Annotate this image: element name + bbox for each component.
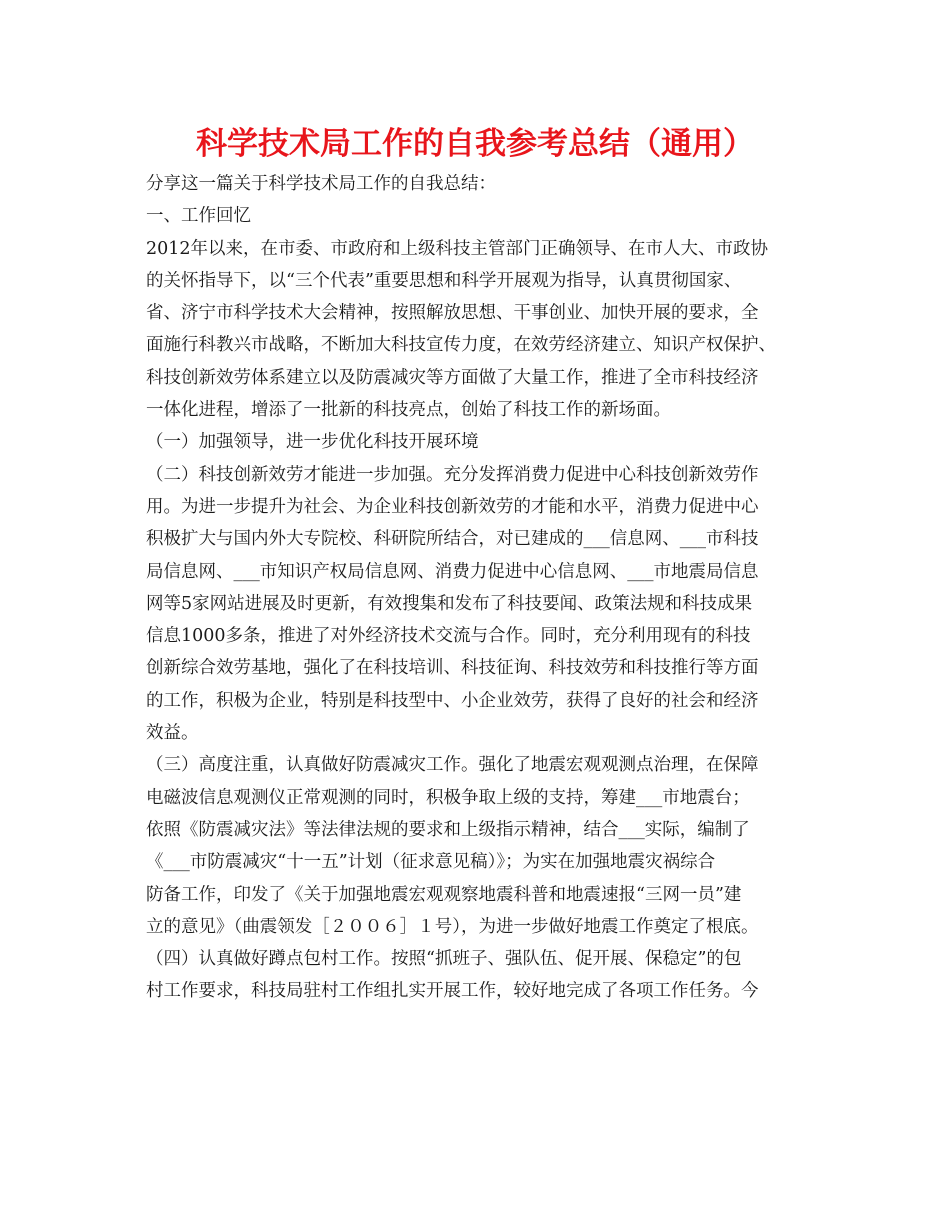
paragraph-line: （一）加强领导，进一步优化科技开展环境	[146, 432, 479, 453]
paragraph-line: 局信息网、___市知识产权局信息网、消费力促进中心信息网、___市地震局信息	[146, 561, 759, 582]
paragraph-line: 分享这一篇关于科学技术局工作的自我总结：	[146, 174, 496, 194]
paragraph-line: 《___市防震减灾“十一五”计划（征求意见稿）》；为实在加强地震灾祸综合	[146, 852, 716, 873]
paragraph-line: 积极扩大与国内外大专院校、科研院所结合，对已建成的___信息网、___市科技	[146, 529, 759, 550]
paragraph-line: 的关怀指导下，以“三个代表”重要思想和科学开展观为指导，认真贯彻国家、	[146, 270, 742, 291]
paragraph-line: 防备工作，印发了《关于加强地震宏观观察地震科普和地震速报“三网一员”建	[146, 884, 742, 905]
paragraph-line: （二）科技创新效劳才能进一步加强。充分发挥消费力促进中心科技创新效劳作	[146, 464, 759, 485]
document-body	[146, 168, 816, 1008]
paragraph-line: 村工作要求，科技局驻村工作组扎实开展工作，较好地完成了各项工作任务。今	[146, 981, 759, 1002]
paragraph-line: 网等5家网站进展及时更新，有效搜集和发布了科技要闻、政策法规和科技成果	[146, 593, 753, 614]
paragraph-line: 创新综合效劳基地，强化了在科技培训、科技征询、科技效劳和科技推行等方面	[146, 658, 759, 679]
paragraph-line: 信息1000多条，推进了对外经济技术交流与合作。同时，充分利用现有的科技	[146, 626, 751, 647]
paragraph-line: 一、工作回忆	[146, 206, 251, 227]
paragraph-line: （三）高度注重，认真做好防震减灾工作。强化了地震宏观观测点治理，在保障	[146, 755, 759, 776]
paragraph-line: 依照《防震减灾法》等法律法规的要求和上级指示精神，结合___实际，编制了	[146, 819, 750, 840]
paragraph-line: 用。为进一步提升为社会、为企业科技创新效劳的才能和水平，消费力促进中心	[146, 496, 759, 517]
paragraph-line: 面施行科教兴市战略，不断加大科技宣传力度，在效劳经济建立、知识产权保护、	[146, 335, 776, 356]
paragraph-line: 2012年以来，在市委、市政府和上级科技主管部门正确领导、在市人大、市政协	[146, 238, 769, 259]
paragraph-line: 电磁波信息观测仪正常观测的同时，积极争取上级的支持，筹建___市地震台；	[146, 787, 750, 808]
document-title: 科学技术局工作的自我参考总结（通用）	[196, 126, 754, 162]
paragraph-line: 立的意见》（曲震领发［２００６］１号），为进一步做好地震工作奠定了根底。	[146, 916, 759, 937]
paragraph-line: 效益。	[146, 723, 199, 744]
paragraph-line: 一体化进程，增添了一批新的科技亮点，创始了科技工作的新场面。	[146, 400, 671, 421]
paragraph-line: 省、济宁市科学技术大会精神，按照解放思想、干事创业、加快开展的要求，全	[146, 303, 759, 324]
paragraph-line: 的工作，积极为企业，特别是科技型中、小企业效劳，获得了良好的社会和经济	[146, 690, 759, 711]
paragraph-line: 科技创新效劳体系建立以及防震减灾等方面做了大量工作，推进了全市科技经济	[146, 367, 759, 388]
paragraph-line: （四）认真做好蹲点包村工作。按照“抓班子、强队伍、促开展、保稳定”的包	[146, 949, 742, 970]
